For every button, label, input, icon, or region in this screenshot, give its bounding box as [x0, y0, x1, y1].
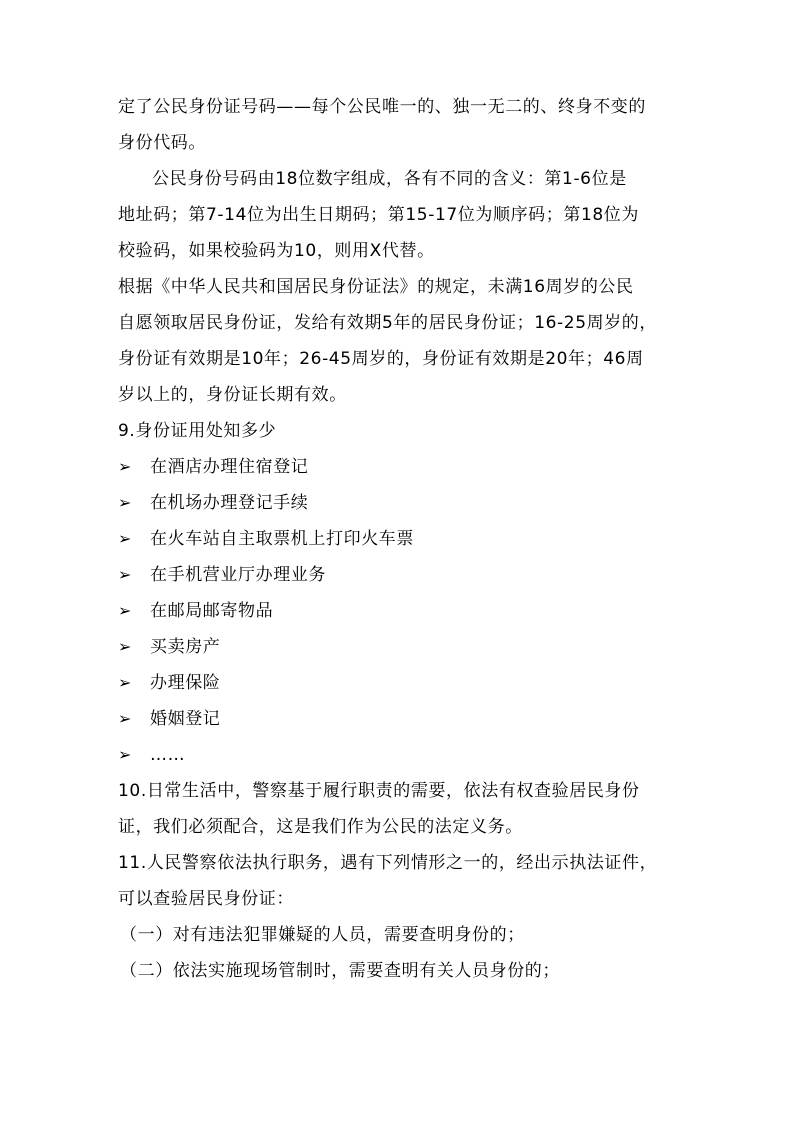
- list-item-text: 办理保险: [150, 673, 221, 693]
- list-item: [118, 629, 678, 665]
- list-item-text: 买卖房产: [150, 637, 221, 657]
- para1-line-2: 身份代码。: [118, 133, 206, 153]
- list-item: [118, 665, 678, 701]
- arrow-bullet-icon: ➢: [118, 637, 133, 656]
- arrow-bullet-icon: ➢: [118, 709, 133, 728]
- case-item-1: （一）对有违法犯罪嫌疑的人员，需要查明身份的；: [120, 925, 525, 945]
- para3-line-4: 岁以上的，身份证长期有效。: [118, 385, 347, 405]
- para11-line-2: 可以查验居民身份证：: [118, 889, 294, 909]
- list-item-text: ……: [150, 745, 186, 765]
- list-item-text: 在手机营业厅办理业务: [150, 565, 326, 585]
- list-item: [118, 737, 678, 773]
- list-item: [118, 593, 678, 629]
- para10-line-1: 10.日常生活中，警察基于履行职责的需要，依法有权查验居民身份: [118, 781, 640, 801]
- para11-line-1: 11.人民警察依法执行职务，遇有下列情形之一的，经出示执法证件，: [118, 853, 658, 873]
- list-item-text: 婚姻登记: [150, 709, 221, 729]
- arrow-bullet-icon: ➢: [118, 457, 133, 476]
- para3-line-2: 自愿领取居民身份证，发给有效期5年的居民身份证；16-25周岁的，: [118, 313, 658, 333]
- list-item: [118, 521, 678, 557]
- para2-line-1: 公民身份号码由18位数字组成，各有不同的含义：第1-6位是: [152, 169, 627, 189]
- list-item-text: 在火车站自主取票机上打印火车票: [150, 529, 414, 549]
- list-item: [118, 701, 678, 737]
- arrow-bullet-icon: ➢: [118, 601, 133, 620]
- para3-line-1: 根据《中华人民共和国居民身份证法》的规定，未满16周岁的公民: [118, 277, 634, 297]
- uses-list: [118, 449, 678, 773]
- para3-line-3: 身份证有效期是10年；26-45周岁的，身份证有效期是20年；46周: [118, 349, 644, 369]
- para2-line-2: 地址码；第7-14位为出生日期码；第15-17位为顺序码；第18位为: [118, 205, 640, 225]
- list-item-text: 在机场办理登记手续: [150, 493, 309, 513]
- para1-line-1: 定了公民身份证号码——每个公民唯一的、独一无二的、终身不变的: [118, 97, 646, 117]
- list-item: [118, 449, 678, 485]
- arrow-bullet-icon: ➢: [118, 673, 133, 692]
- case-item-2: （二）依法实施现场管制时，需要查明有关人员身份的；: [120, 961, 560, 981]
- document-body: [118, 89, 678, 989]
- para2-line-3: 校验码，如果校验码为10，则用X代替。: [118, 241, 435, 261]
- list-item: [118, 485, 678, 521]
- arrow-bullet-icon: ➢: [118, 745, 133, 764]
- para10-line-2: 证，我们必须配合，这是我们作为公民的法定义务。: [118, 817, 523, 837]
- list-item: [118, 557, 678, 593]
- list-item-text: 在邮局邮寄物品: [150, 601, 274, 621]
- arrow-bullet-icon: ➢: [118, 493, 133, 512]
- arrow-bullet-icon: ➢: [118, 565, 133, 584]
- section-9-heading: 9.身份证用处知多少: [118, 421, 277, 441]
- list-item-text: 在酒店办理住宿登记: [150, 457, 309, 477]
- arrow-bullet-icon: ➢: [118, 529, 133, 548]
